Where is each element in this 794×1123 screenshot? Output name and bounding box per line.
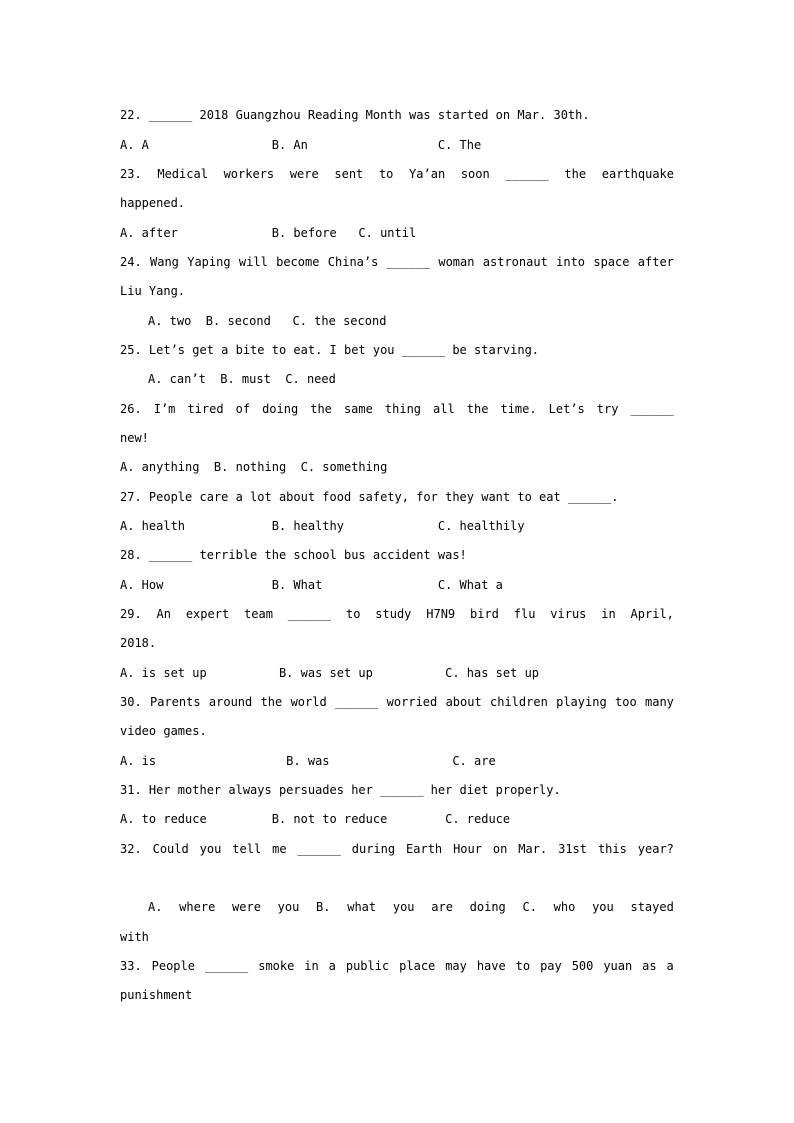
- q32-options-line-1: A. where were you B. what you are doing C. who you stayed: [148, 900, 674, 914]
- q33-stem-line-1: 33. People ______ smoke in a public place may have to pay 500 yuan as a: [120, 959, 674, 973]
- q28-options-line-1: A. How B. What C. What a: [120, 578, 503, 592]
- q27-options-line-1: A. health B. healthy C. healthily: [120, 519, 525, 533]
- q22-stem-line-1: 22. ______ 2018 Guangzhou Reading Month was started on Mar. 30th.: [120, 108, 590, 122]
- q31-options-line-1: A. to reduce B. not to reduce C. reduce: [120, 812, 511, 826]
- q25-stem-line-1: 25. Let’s get a bite to eat. I bet you ______ be starving.: [120, 343, 540, 357]
- q32-stem-line-1: 32. Could you tell me ______ during Earth Hour on Mar. 31st this year?: [120, 842, 674, 856]
- q29-options-line-1: A. is set up B. was set up C. has set up: [120, 666, 540, 680]
- q30-stem-line-2: video games.: [120, 724, 207, 738]
- q31-stem-line-1: 31. Her mother always persuades her ______ her diet properly.: [120, 783, 561, 797]
- q32-options-line-2: with: [120, 930, 149, 944]
- q24-stem-line-1: 24. Wang Yaping will become China’s ______ woman astronaut into space after: [120, 255, 674, 269]
- q33-stem-line-2: punishment: [120, 988, 193, 1002]
- q26-stem-line-2: new!: [120, 431, 149, 445]
- q23-stem-line-1: 23. Medical workers were sent to Ya’an soon ______ the earthquake: [120, 167, 674, 181]
- q27-stem-line-1: 27. People care a lot about food safety, for they want to eat ______.: [120, 490, 619, 504]
- q24-options-line-1: A. two B. second C. the second: [148, 314, 387, 328]
- q29-stem-line-2: 2018.: [120, 636, 157, 650]
- q30-options-line-1: A. is B. was C. are: [120, 754, 496, 768]
- q29-stem-line-1: 29. An expert team ______ to study H7N9 bird flu virus in April,: [120, 607, 674, 621]
- q26-stem-line-1: 26. I’m tired of doing the same thing all the time. Let’s try ______: [120, 402, 674, 416]
- q22-options-line-1: A. A B. An C. The: [120, 138, 482, 152]
- q23-options-line-1: A. after B. before C. until: [120, 226, 417, 240]
- q30-stem-line-1: 30. Parents around the world ______ worried about children playing too many: [120, 695, 674, 709]
- q26-options-line-1: A. anything B. nothing C. something: [120, 460, 388, 474]
- q23-stem-line-2: happened.: [120, 196, 186, 210]
- q24-stem-line-2: Liu Yang.: [120, 284, 186, 298]
- q28-stem-line-1: 28. ______ terrible the school bus accident was!: [120, 548, 467, 562]
- q25-options-line-1: A. can’t B. must C. need: [148, 372, 336, 386]
